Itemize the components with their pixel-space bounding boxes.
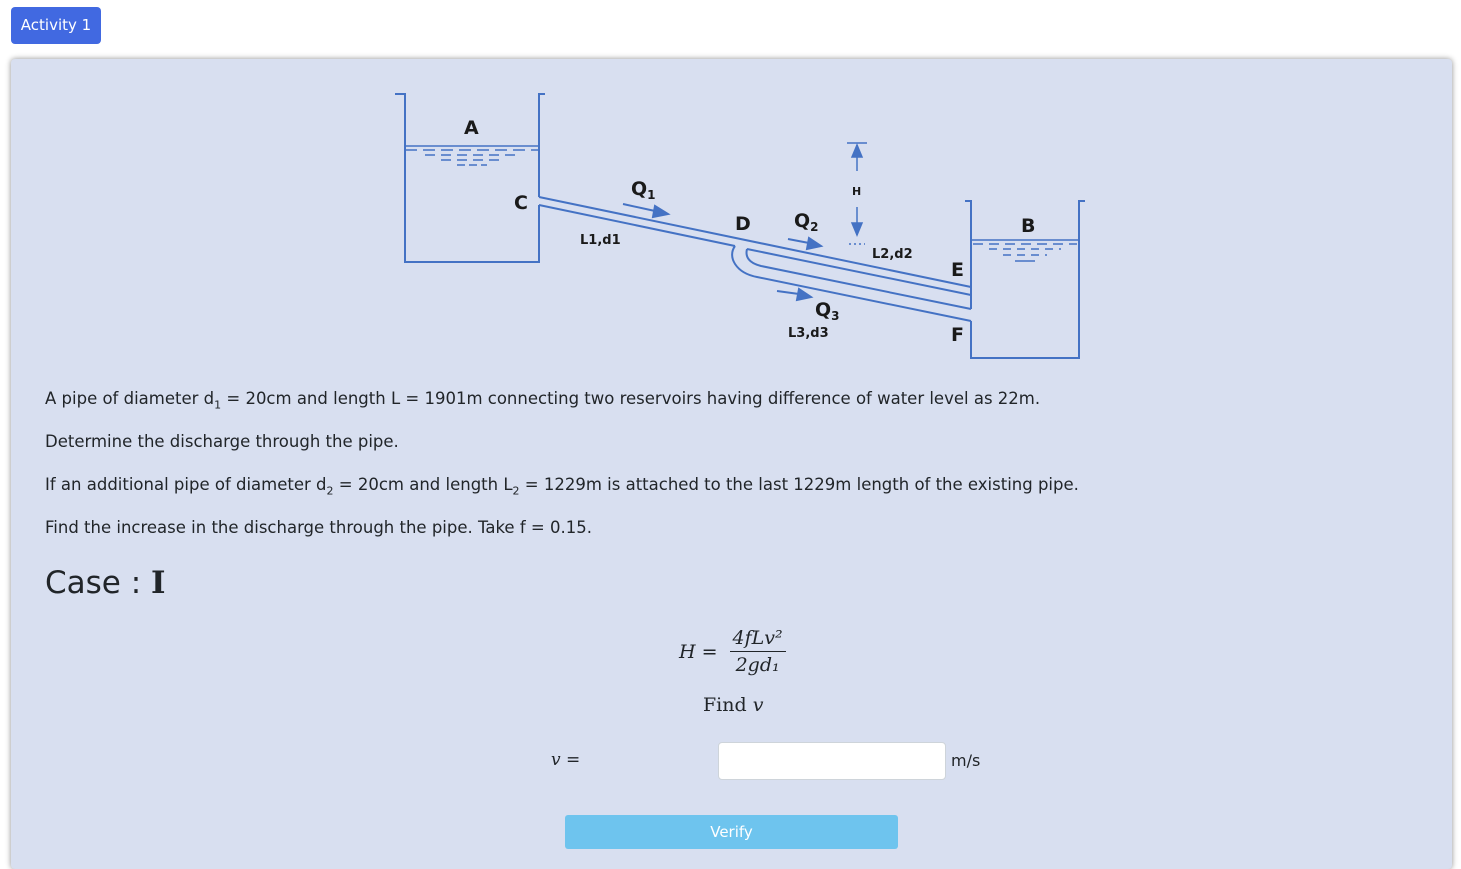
head-loss-formula: H = $\frac{\text{4fLv²}}{\text{2gd₁}}$: [679, 627, 786, 676]
case-heading: Case : I: [45, 565, 166, 601]
verify-button[interactable]: Verify: [565, 815, 898, 849]
label-a: A: [464, 117, 479, 139]
problem-paragraph-4: Find the increase in the discharge through the pipe. Take f = 0.15.: [45, 518, 592, 537]
label-f: F: [951, 324, 964, 346]
label-l2d2: L2,d2: [872, 247, 913, 262]
formula-denominator: 2gd₁: [735, 654, 780, 676]
pipe-network-diagram: [391, 89, 1091, 369]
label-b: B: [1021, 215, 1036, 237]
label-d: D: [735, 213, 751, 235]
activity-1-button[interactable]: Activity 1: [11, 7, 101, 44]
problem-paragraph-3: If an additional pipe of diameter $d_2 = 20cm$ and length $L_2 = 1229m$ is attached to the last 1229m length of the existing pipe.: [45, 475, 1079, 498]
label-q1: $Q_1$: [631, 178, 656, 202]
label-c: C: [514, 192, 528, 214]
pipe-df: [732, 246, 971, 321]
formula-numerator: 4fLv²: [730, 627, 786, 652]
find-instruction: Find v: [703, 694, 764, 716]
label-e: E: [951, 259, 964, 281]
velocity-input[interactable]: [718, 742, 946, 780]
water-surface-a: [405, 146, 539, 165]
problem-paragraph-1: A pipe of diameter $d_1 = 20cm$ and length L = 1901m connecting two reservoirs having difference of water level as 22m.: [45, 389, 1041, 412]
label-q2: $Q_2$: [794, 210, 819, 234]
flow-arrow-q3: [777, 289, 811, 300]
velocity-label: v =: [551, 750, 581, 770]
water-surface-b: [971, 240, 1079, 261]
velocity-unit: m/s: [951, 751, 981, 770]
label-l3d3: L3,d3: [788, 326, 829, 341]
label-q3: $Q_3$: [815, 299, 840, 323]
flow-arrow-q2: [788, 238, 821, 249]
label-h: H: [852, 185, 862, 198]
activity-panel: [11, 59, 1452, 869]
problem-paragraph-2: Determine the discharge through the pipe.: [45, 432, 399, 451]
label-l1d1: L1,d1: [580, 233, 621, 248]
